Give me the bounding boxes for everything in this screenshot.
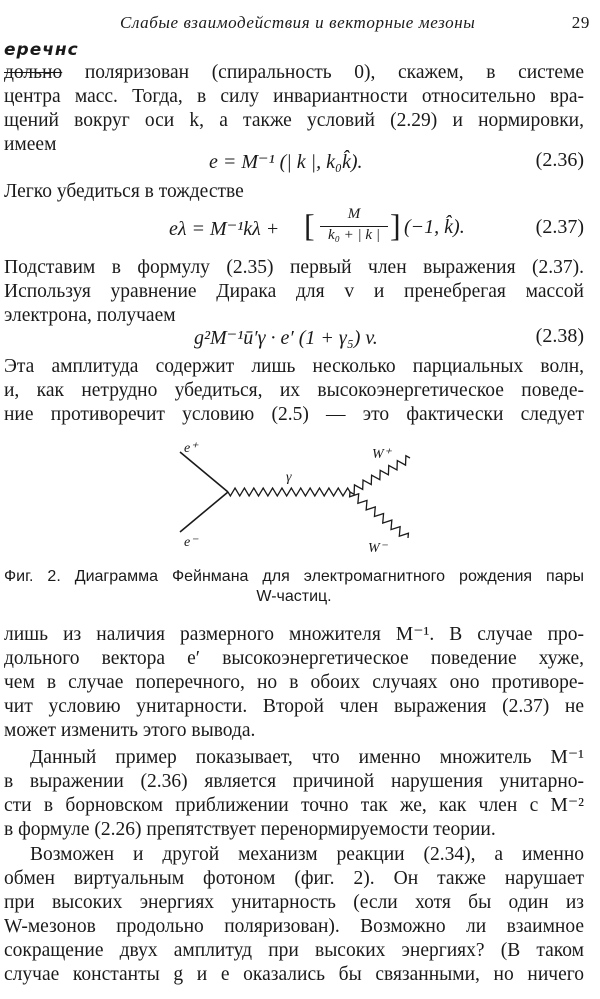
- equation-2-36: [4, 146, 584, 176]
- paragraph-line: может изменить этого вывода.: [4, 720, 256, 741]
- equation-number: (2.37): [535, 216, 584, 238]
- paragraph-line: Используя уравнение Дирака для v и пренебрегая массой: [4, 281, 584, 302]
- label-gamma: γ: [286, 470, 292, 485]
- label-e-minus: e⁻: [184, 535, 198, 550]
- paragraph-line: Возможен и другой механизм реакции (2.34), а именно: [30, 844, 584, 865]
- paragraph-line: и, как нетрудно убедиться, их высокоэнергетическое поведе-: [4, 380, 584, 401]
- paragraph-line: имеем: [4, 134, 57, 155]
- paragraph-line: Данный пример показывает, что именно множитель M⁻¹: [30, 747, 584, 768]
- equation-number: (2.38): [535, 325, 584, 347]
- label-e-plus: e⁺: [184, 441, 198, 456]
- paragraph-line: ние противоречит условию (2.5) — это фактически следует: [4, 404, 584, 425]
- paragraph-line: Эта амплитуда содержит лишь несколько парциальных волн,: [4, 356, 584, 377]
- page-number: 29: [571, 13, 590, 32]
- equation-2-38: [4, 322, 584, 352]
- paragraph-line: центра масс. Тогда, в силу инвариантности относительно вра-: [4, 86, 584, 107]
- handwritten-note: еречнс: [4, 40, 79, 60]
- bracket-right: ]: [390, 207, 401, 243]
- paragraph-line: Легко убедиться в тождестве: [4, 181, 244, 202]
- equation-expression: g²M⁻¹ū′γ · e′ (1 + γ₅) v.: [194, 327, 378, 349]
- paragraph-line: чем в случае поперечного, но в обоих случаях оно противоре-: [4, 672, 584, 693]
- paragraph-line: при высоких энергиях унитарность (если хотя бы один из: [4, 892, 584, 913]
- equation-number: (2.36): [535, 149, 584, 171]
- equation-2-37: [4, 206, 584, 246]
- paragraph-line: в формуле (2.26) препятствует перенормируемости теории.: [4, 819, 496, 840]
- paragraph-line: в выражении (2.36) является причиной нарушения унитарно-: [4, 771, 584, 792]
- figure-caption: [4, 567, 584, 607]
- paragraph-line: сти в борновском приближении точно так же, как член с M⁻²: [4, 795, 584, 816]
- running-header: [120, 10, 590, 36]
- feynman-diagram: [150, 430, 450, 560]
- positron-line-in: [180, 492, 228, 532]
- bracket-left: [: [304, 207, 315, 243]
- caption-line: W-частиц.: [256, 588, 332, 605]
- label-w-plus: W⁺: [372, 447, 392, 462]
- paragraph-line: случае константы g и e оказались бы связанными, но ничего: [4, 964, 584, 985]
- label-w-minus: W⁻: [368, 541, 388, 556]
- w-minus-line: [350, 492, 409, 538]
- paragraph-line: сокращение двух амплитуд при высоких энергиях? (В таком: [4, 940, 584, 961]
- running-title: Слабые взаимодействия и векторные мезоны: [120, 13, 476, 32]
- electron-line-in: [180, 452, 228, 492]
- paragraph-line: лишь из наличия размерного множителя M⁻¹. В случае про-: [4, 624, 584, 645]
- fraction-numerator: M: [347, 206, 361, 222]
- paragraph-line: Подставим в формулу (2.35) первый член выражения (2.37).: [4, 257, 584, 278]
- equation-left: eλ = M⁻¹kλ +: [169, 218, 280, 240]
- equation-right: (−1, k̂).: [404, 216, 465, 238]
- paragraph-line: W-мезонов продольно поляризован). Возможно ли взаимное: [4, 916, 584, 937]
- fraction-denominator: k₀ + | k |: [328, 227, 380, 243]
- paragraph-line: чит условию унитарности. Второй член выражения (2.37) не: [4, 696, 584, 717]
- caption-line: Фиг. 2. Диаграмма Фейнмана для электромагнитного рождения пары: [4, 568, 584, 585]
- paragraph-line: электрона, получаем: [4, 305, 176, 326]
- paragraph-line: дольного вектора e′ высокоэнергетическое поведение хуже,: [4, 648, 584, 669]
- photon-propagator: [228, 488, 350, 496]
- paragraph-line: дольно поляризован (спиральность 0), скажем, в системе: [4, 62, 584, 83]
- struck-word: дольно: [4, 62, 63, 83]
- paragraph-line: обмен виртуальным фотоном (фиг. 2). Он также нарушает: [4, 868, 584, 889]
- equation-expression: e = M⁻¹ (| k |, k₀k̂).: [209, 151, 363, 173]
- paragraph-line: щений вокруг оси k, а также условий (2.29) и нормировки,: [4, 110, 584, 131]
